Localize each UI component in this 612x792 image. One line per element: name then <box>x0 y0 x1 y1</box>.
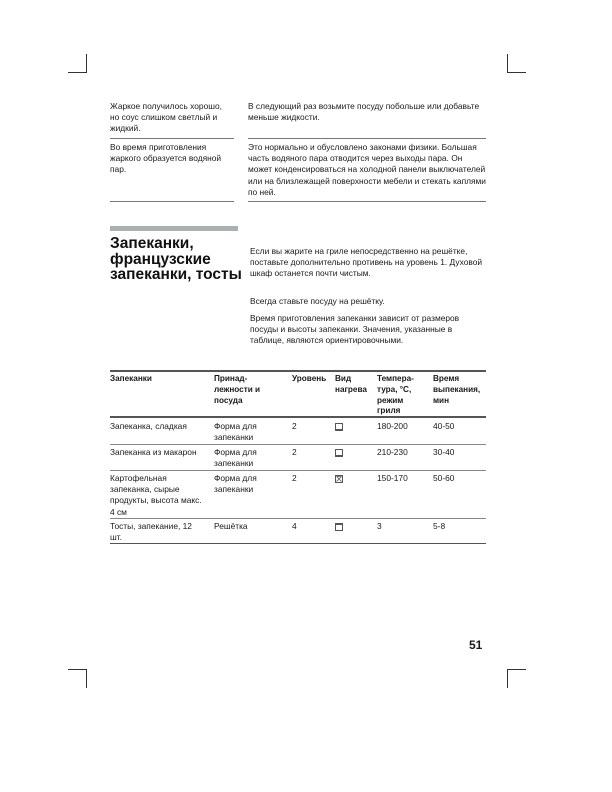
row-divider <box>110 518 486 519</box>
row-divider <box>248 201 486 202</box>
cell-level: 2 <box>292 473 297 483</box>
solution-text: В следующий раз возьмите посуду побольше или добавьте меньше жидкости. <box>248 101 480 123</box>
row-divider <box>110 138 234 139</box>
cell-accessory: Форма для запеканки <box>214 421 257 443</box>
cell-accessory: Форма для запеканки <box>214 473 257 495</box>
header-temperature: Темпера-тура, °C, режим гриля <box>377 374 414 416</box>
cell-dish: Тосты, запекание, 12 шт. <box>110 521 192 543</box>
crop-mark-top-right <box>507 72 526 73</box>
header-accessory: Принад-лежности и посуда <box>214 374 261 405</box>
top-bottom-heat-icon <box>335 423 343 431</box>
header-heating: Вид нагрева <box>335 374 367 394</box>
section-paragraph: Всегда ставьте посуду на решётку. <box>250 296 385 306</box>
table-top-rule <box>110 370 486 372</box>
cell-dish: Запеканка, сладкая <box>110 421 187 431</box>
header-time: Время выпекания, мин <box>433 374 481 405</box>
cell-time: 40-50 <box>433 421 455 431</box>
crop-mark-bottom-left <box>68 669 87 670</box>
section-title: Запеканки, французские запеканки, тосты <box>110 235 242 283</box>
hot-air-grill-icon <box>335 475 343 483</box>
crop-mark-bottom-left <box>86 669 87 688</box>
cell-level: 2 <box>292 421 297 431</box>
cell-time: 50-60 <box>433 473 455 483</box>
top-bottom-heat-icon <box>335 449 343 457</box>
cell-time: 5-8 <box>433 521 446 531</box>
table-bottom-rule <box>110 543 486 544</box>
grill-large-area-icon <box>335 523 343 531</box>
header-level: Уровень <box>292 374 327 383</box>
cell-accessory: Форма для запеканки <box>214 447 257 469</box>
cell-temperature: 150-170 <box>377 473 408 483</box>
cell-time: 30-40 <box>433 447 455 457</box>
cell-temperature: 210-230 <box>377 447 408 457</box>
cell-temperature: 3 <box>377 521 382 531</box>
cell-accessory: Решётка <box>214 521 248 531</box>
crop-mark-top-left <box>86 54 87 72</box>
section-paragraph: Время приготовления запеканки зависит от размеров посуды и высоты запеканки. Значения, указанные в таблице, являются ориентировочными. <box>250 313 460 346</box>
crop-mark-bottom-right <box>507 669 526 670</box>
crop-mark-bottom-right <box>507 669 508 688</box>
table-header-rule <box>110 416 486 418</box>
row-divider <box>248 138 486 139</box>
crop-mark-top-left <box>68 72 87 73</box>
cell-level: 4 <box>292 521 297 531</box>
crop-mark-top-right <box>507 54 508 73</box>
cell-temperature: 180-200 <box>377 421 408 431</box>
problem-text: Жаркое получилось хорошо, но соус слишком светлый и жидкий. <box>110 101 222 134</box>
row-divider <box>110 470 486 471</box>
cell-dish: Запеканка из макарон <box>110 447 197 457</box>
problem-text: Во время приготовления жаркого образуется водяной пар. <box>110 142 222 175</box>
header-dish: Запеканки <box>110 374 152 383</box>
cell-dish: Картофельная запеканка, сырые продукты, высота макс. 4 см <box>110 473 202 517</box>
section-accent-bar <box>110 226 238 231</box>
solution-text: Это нормально и обусловлено законами физики. Большая часть водяного пара отводится через выходы пара. Он может конденсироваться на холодной панели выключателей или на близлежащей поверхности мебели и стекать каплями по ней. <box>248 142 486 197</box>
row-divider <box>110 444 486 445</box>
page-number: 51 <box>469 638 483 652</box>
cell-level: 2 <box>292 447 297 457</box>
row-divider <box>110 201 234 202</box>
section-paragraph: Если вы жарите на гриле непосредственно на решётке, поставьте дополнительно противень на уровень 1. Духовой шкаф останется почти чистым. <box>250 246 483 279</box>
